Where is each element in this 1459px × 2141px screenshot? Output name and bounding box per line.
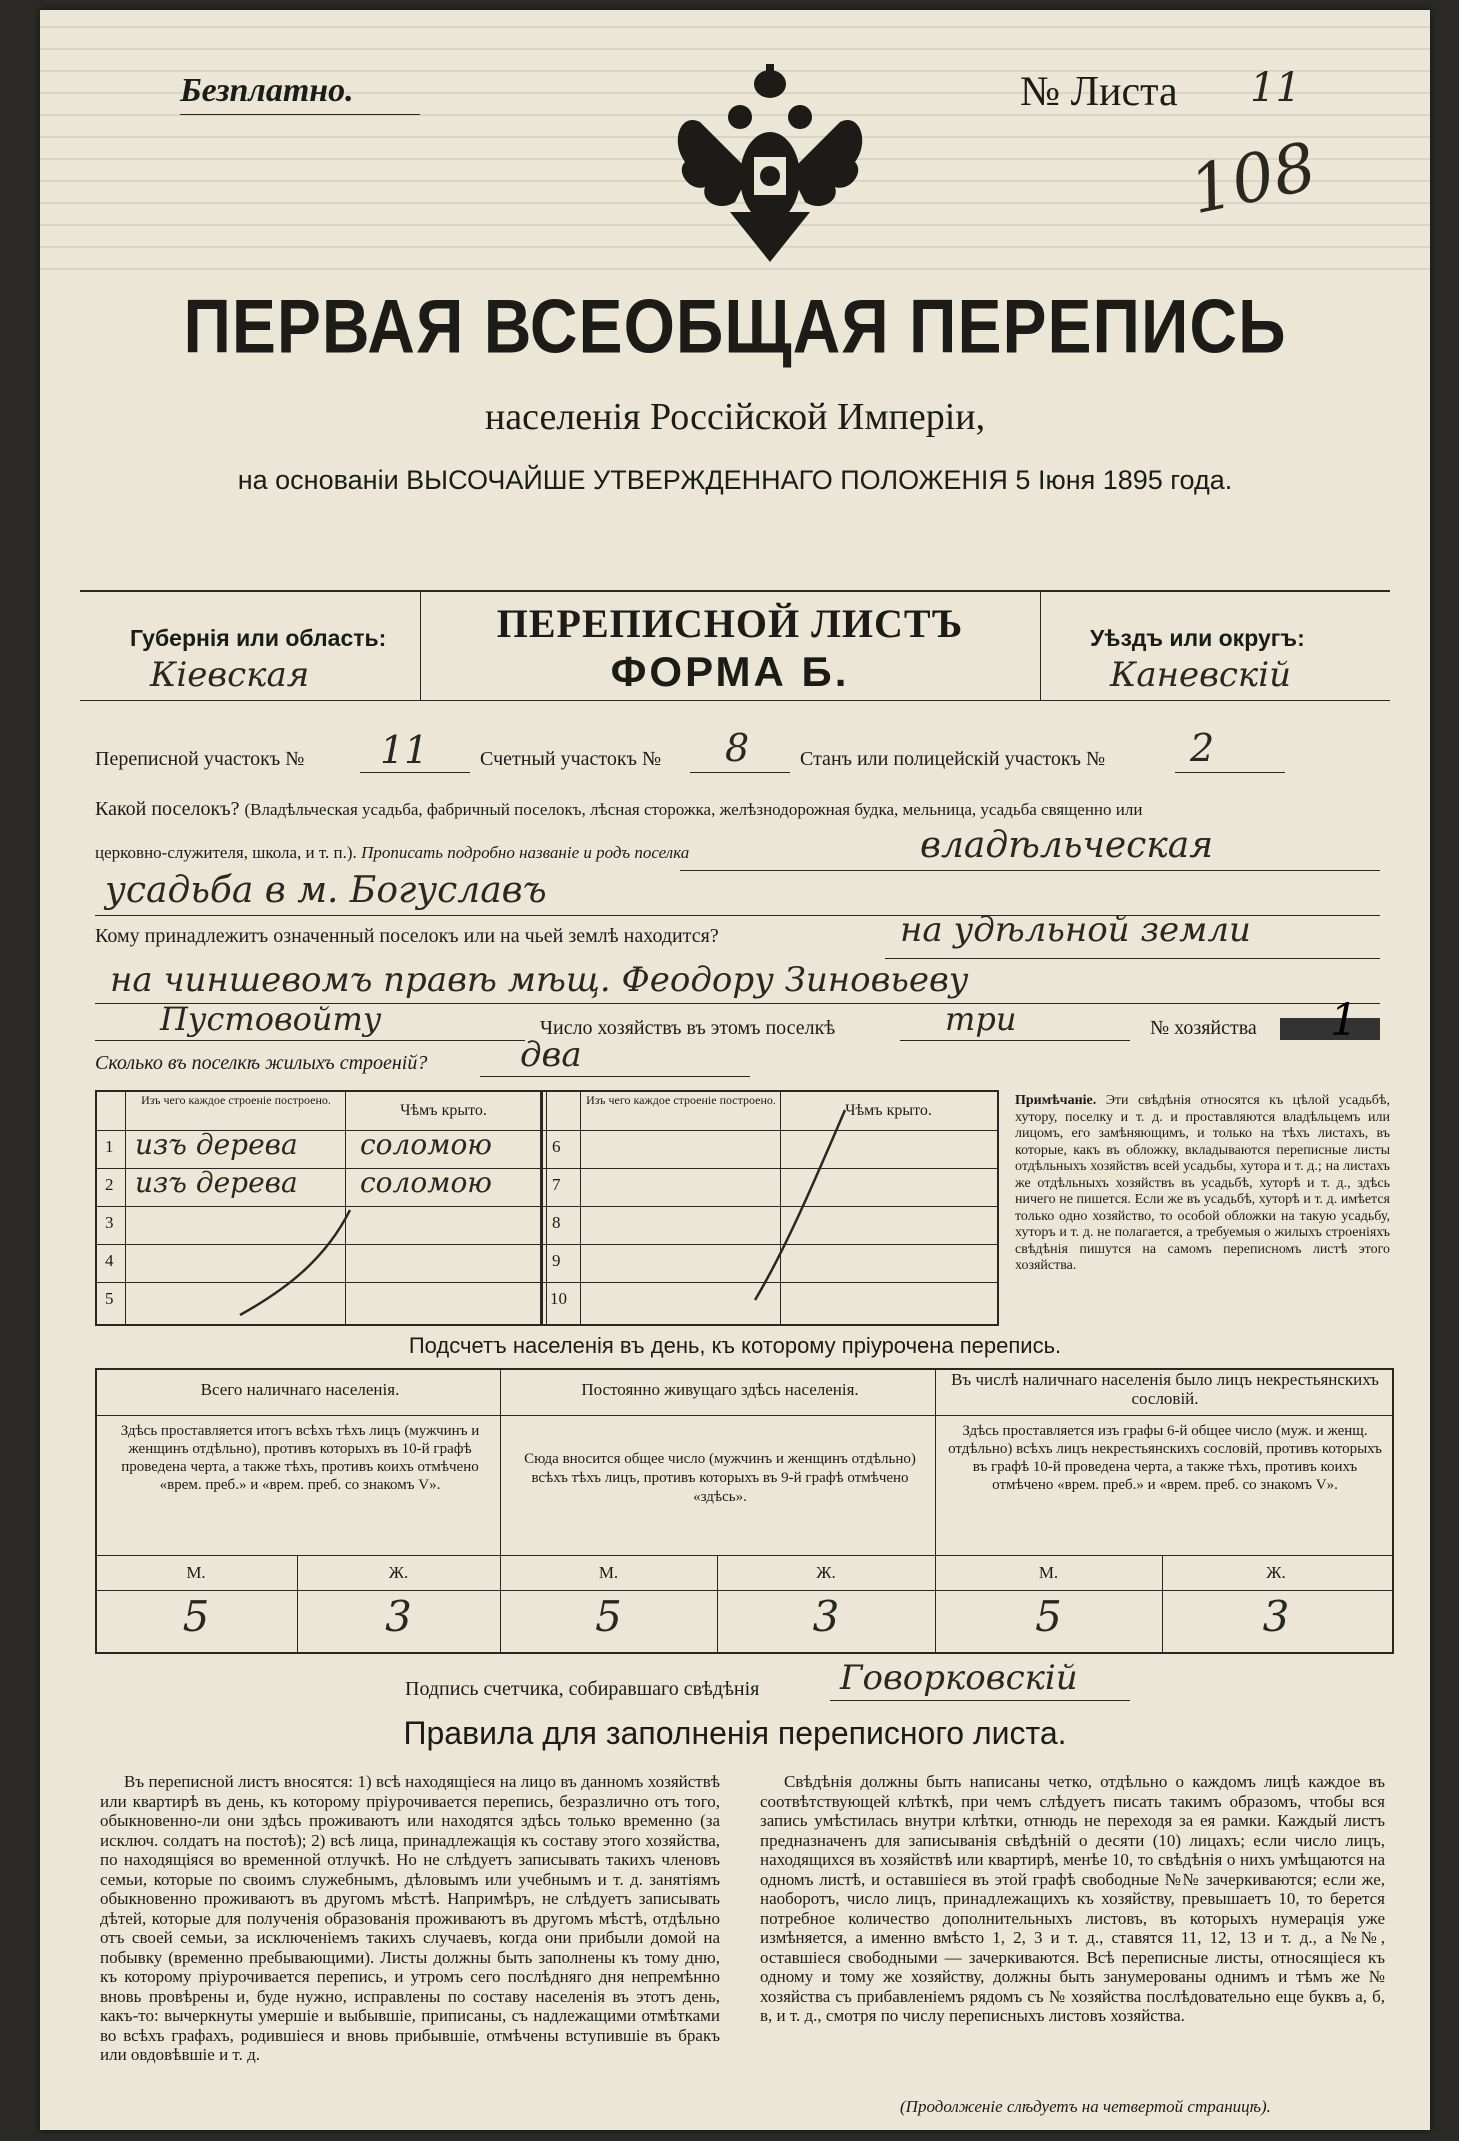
gubernia-label: Губернія или область: [130, 625, 387, 651]
pop-col-1-text: Здѣсь проставляется итогъ всѣхъ тѣхъ лицъ (мужчинъ и женщинъ отдѣльно), противъ которыхъ въ 10-й графѣ проведена черта, а также тѣхъ, противъ коихъ отмѣчено «врем. преб.» и «врем. преб. со знакомъ V». [120, 1423, 480, 1493]
schet-uchastok-label: Счетный участокъ № [480, 748, 662, 770]
row-number: 3 [105, 1213, 114, 1232]
sheet-no-value: 11 [1250, 65, 1301, 111]
stamp-number: 108 [1183, 127, 1323, 230]
owner-value-3: Пустовойту [160, 1000, 382, 1038]
col-roof-right: Чѣмъ крыто. [845, 1102, 932, 1119]
form-name: ФОРМА Б. [610, 648, 850, 695]
poselok-hint-1: (Владѣльческая усадьба, фабричный поселокъ, лѣсная сторожка, желѣзнодорожная будка, мельница, усадьба священно или [244, 800, 1143, 819]
strike-marks [95, 1090, 995, 1325]
f-label: Ж. [816, 1563, 836, 1582]
household-no-value: 1 [1330, 995, 1358, 1046]
note-text: Эти свѣдѣнія относятся къ цѣлой усадьбѣ, хутору, поселку и т. д. и проставляются владѣльцемъ или лицомъ, его замѣняющимъ, и только на тѣхъ листахъ, въ которые, какъ въ обложку, вкладываются переписные листы отдѣльныхъ хозяйствъ всей усадьбы, хутора и т. д.; на листахъ же отдѣльныхъ хозяйствъ въ усадьбѣ, хуторѣ и т. д., здѣсь ничего не пишется. Если же въ усадьбѣ, хуторѣ и т. д. имѣется только одно хозяйство, то особой обложки на такую усадьбу, хуторъ и т. д. не полагается, а требуемыя о жилыхъ строеніяхъ свѣдѣнія пишутся на самомъ переписномъ листѣ этого хозяйства. [1015, 1093, 1391, 1273]
owner-value-1: на удѣльной земли [900, 910, 1251, 950]
rules-title: Правила для заполненія переписного листа. [403, 1715, 1067, 1751]
pop-col-1-m: 5 [182, 1592, 210, 1641]
gubernia-value: Кіевская [150, 655, 310, 695]
row-number: 7 [552, 1175, 561, 1194]
row-number: 5 [105, 1289, 114, 1308]
signature-label: Подпись счетчика, собиравшаго свѣдѣнія [405, 1678, 760, 1700]
m-label: М. [1038, 1563, 1059, 1582]
rules-column-1: Въ переписной листъ вносятся: 1) всѣ находящіеся на лицо въ данномъ хозяйствѣ или квартирѣ въ день, къ которому пріурочивается перепись, безразлично отъ того, обыкновенно-ли они здѣсь проживаютъ или находятся здѣсь только временно (за исключ. солдатъ на постоѣ); 2) всѣ лица, принадлежащія къ составу этого хозяйства, по находящіяся во временной отлучкѣ. Но не слѣдуетъ записывать такихъ членовъ семьи, которые по своимъ служебнымъ, дѣловымъ или учебнымъ и т. д. занятіямъ обыкновенно проживаютъ въ другомъ мѣстѣ. Напримѣръ, не слѣдуетъ записывать дѣтей, которые для полученія образованія проживаютъ въ другомъ мѣстѣ, отдѣльно отъ своей семьи, за исключеніемъ такихъ случаевъ, когда они прибыли домой на побывку (временно пребывающими). Листы должны быть заполнены къ тому дню, къ которому пріурочивается перепись, и утромъ сего послѣдняго дня непремѣнно вновь провѣрены и, буде нужно, исправлены по составу населенія въ этотъ день, какъ-то: вычеркнуты умершіе и выбывшіе, приписаны, съ надлежащими отмѣтками во всѣхъ графахъ, родившіеся и вновь прибывшіе, отмѣчены вступившіе въ бракъ или овдовѣвшіе и т. д. [100, 1772, 720, 2064]
row-number: 8 [552, 1213, 561, 1232]
pop-col-3-title: Въ числѣ наличнаго населенія было лицъ некрестьянскихъ сословій. [951, 1370, 1379, 1408]
row-number: 4 [105, 1251, 114, 1270]
m-label: М. [186, 1563, 206, 1582]
page-title: ПЕРВАЯ ВСЕОБЩАЯ ПЕРЕПИСЬ [183, 283, 1287, 369]
form-title: ПЕРЕПИСНОЙ ЛИСТЪ [496, 601, 964, 646]
note [1015, 1093, 1390, 1275]
stan-label: Станъ или полицейскій участокъ № [800, 748, 1106, 770]
poselok-line [95, 798, 1142, 821]
stan-value: 2 [1190, 726, 1215, 770]
owner-label: Кому принадлежитъ означенный поселокъ или на чьей землѣ находится? [95, 925, 719, 947]
col-material-right: Изъ чего каждое строеніе построено. [586, 1093, 776, 1107]
uezd-label: Уѣздъ или округъ: [1090, 625, 1305, 651]
row-roof: соломою [360, 1166, 492, 1199]
pop-col-2-text: Сюда вносится общее число (мужчинъ и женщинъ отдѣльно) всѣхъ тѣхъ лицъ, противъ которыхъ въ 9-й графѣ отмѣчено «здѣсь». [524, 1451, 916, 1505]
row-material: изъ дерева [135, 1128, 298, 1161]
row-number: 2 [105, 1175, 114, 1194]
poselok-hint-3: Прописать подробно названіе и родъ поселка [361, 843, 690, 862]
census-sheet [40, 10, 1430, 2130]
row-material: изъ дерева [135, 1166, 298, 1199]
poselok-hint-2: церковно-служителя, школа, и т. п.). [95, 843, 357, 862]
m-label: М. [598, 1563, 619, 1582]
basis-line: на основаніи ВЫСОЧАЙШЕ УТВЕРЖДЕННАГО ПОЛОЖЕНІЯ 5 Іюня 1895 года. [237, 465, 1233, 495]
row-number: 1 [105, 1137, 114, 1156]
poselok-label: Какой поселокъ? [95, 798, 240, 820]
note-title: Примѣчаніе. [1015, 1093, 1097, 1108]
households-label: Число хозяйствъ въ этомъ поселкѣ [540, 1017, 836, 1039]
imperial-eagle-icon [670, 62, 870, 272]
row-number: 10 [550, 1289, 567, 1308]
pop-col-2-f: 3 [812, 1592, 840, 1641]
perepis-uchastok-label: Переписной участокъ № [95, 748, 305, 770]
row-number: 9 [552, 1251, 561, 1270]
pop-col-3-m: 5 [1035, 1592, 1062, 1641]
household-no-label: № хозяйства [1150, 1017, 1257, 1039]
owner-value-2: на чиншевомъ правѣ мѣщ. Феодору Зиновьеву [110, 960, 969, 1000]
households-value: три [945, 1000, 1017, 1038]
poselok-line-2 [95, 843, 689, 863]
f-label: Ж. [388, 1563, 409, 1582]
f-label: Ж. [1266, 1563, 1286, 1582]
population-heading: Подсчетъ населенія въ день, къ которому пріурочена перепись. [408, 1333, 1062, 1358]
pop-col-1-f: 3 [385, 1592, 412, 1641]
buildings-value: два [520, 1035, 582, 1075]
buildings-label: Сколько въ поселкѣ жилыхъ строеній? [95, 1052, 428, 1074]
pop-col-2-m: 5 [595, 1592, 622, 1641]
sheet-no-label: № Листа [1020, 69, 1178, 115]
form-top-rule [80, 590, 1390, 592]
free-label: Безплатно. [180, 72, 354, 109]
rules-column-2: Свѣдѣнія должны быть написаны четко, отдѣльно о каждомъ лицѣ каждое въ соотвѣтствующей клѣткѣ, при чемъ слѣдуетъ писать такимъ образомъ, чтобы вся запись умѣстилась внутри клѣтки, отнюдь не переходя за ея рамки. Каждый листъ предназначенъ для записыванія свѣдѣній о десяти (10) лицахъ; если число лицъ, находящихся въ хозяйствѣ или квартирѣ, менѣе 10, то свѣдѣнія о нихъ умѣщаются на одномъ листѣ, и оставшіеся въ этой графѣ свободные №№ зачеркиваются; если же, наоборотъ, число лицъ, принадлежащихъ къ хозяйству, превышаетъ 10, то берется потребное количество дополнительныхъ листовъ, въ которыхъ нумерація уже измѣняется, а именно вмѣсто 1, 2, 3 и т. д., ставятся 11, 12, 13 и т. д., а №№, оставшіеся свободными — зачеркиваются. Всѣ переписные листы, относящіеся къ одному и тому же хозяйству, должны быть занумерованы однимъ и тѣмъ же № хозяйства съ прибавленіемъ рядомъ съ № хозяйства послѣдовательно еще буквъ а, б, в, и т. д., смотря по числу переписныхъ листовъ хозяйства. [760, 1772, 1385, 2025]
page-subtitle: населенія Россійской Имперіи, [484, 396, 986, 438]
pop-col-1-title: Всего наличнаго населенія. [200, 1380, 400, 1399]
pop-col-3-f: 3 [1262, 1592, 1290, 1641]
schet-uchastok-value: 8 [725, 726, 750, 770]
row-roof: соломою [360, 1128, 492, 1161]
row-number: 6 [552, 1137, 561, 1156]
col-roof-left: Чѣмъ крыто. [400, 1102, 487, 1119]
signature-value: Говорковскій [840, 1658, 1078, 1698]
pop-col-2-title: Постоянно живущаго здѣсь населенія. [581, 1380, 859, 1399]
pop-col-3-text: Здѣсь проставляется изъ графы 6-й общее число (муж. и женщ. отдѣльно) всѣхъ лицъ некрестьянскихъ сословій, противъ которыхъ въ графѣ 10-й проведена черта, а также тѣхъ, противъ коихъ отмѣчено «врем. преб.» и «врем. преб. со знакомъ V». [948, 1423, 1382, 1493]
poselok-value-2: усадьба в м. Богуславъ [105, 870, 547, 911]
col-material-left: Изъ чего каждое строеніе построено. [141, 1093, 331, 1107]
perepis-uchastok-value: 11 [380, 728, 429, 772]
uezd-value: Каневскій [1110, 655, 1292, 695]
poselok-value-1: владѣльческая [920, 825, 1214, 866]
rules-continuation: (Продолженіе слѣдуетъ на четвертой страницѣ). [900, 2097, 1271, 2116]
